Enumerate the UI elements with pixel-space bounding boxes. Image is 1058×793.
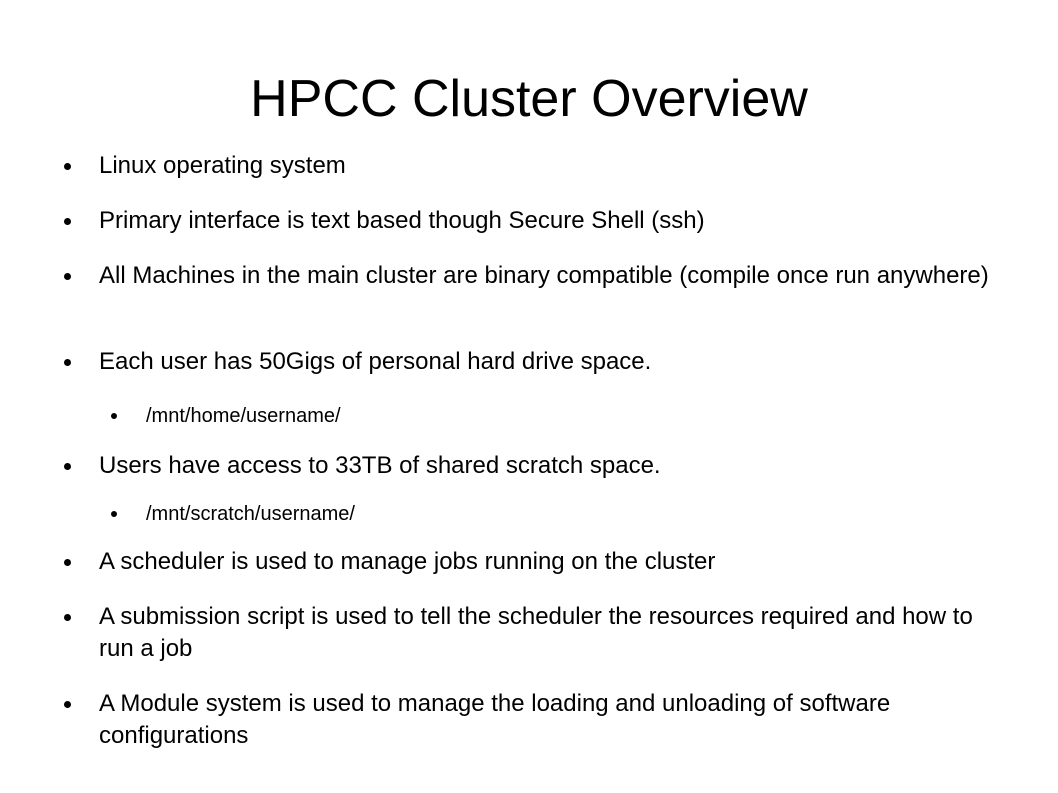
- bullet-text: A scheduler is used to manage jobs running on the cluster: [99, 548, 716, 575]
- bullet-item: [99, 346, 1009, 378]
- sub-bullet-dot-icon: [111, 413, 117, 419]
- bullet-text: Primary interface is text based though Secure Shell (ssh): [99, 207, 705, 234]
- bullet-item: [99, 546, 1009, 578]
- bullet-text: Each user has 50Gigs of personal hard drive space.: [99, 348, 652, 375]
- bullet-dot-icon: [64, 218, 71, 225]
- bullet-text: Users have access to 33TB of shared scratch space.: [99, 452, 661, 479]
- bullet-item: [99, 205, 1009, 237]
- bullet-dot-icon: [64, 701, 71, 708]
- bullet-dot-icon: [64, 463, 71, 470]
- bullet-dot-icon: [64, 359, 71, 366]
- sub-bullet-item: [146, 501, 1006, 527]
- bullet-text: A submission script is used to tell the scheduler the resources required and how to run a job: [99, 603, 973, 662]
- bullet-text: Linux operating system: [99, 152, 346, 179]
- bullet-dot-icon: [64, 273, 71, 280]
- bullet-dot-icon: [64, 559, 71, 566]
- bullet-item: [99, 260, 1009, 292]
- bullet-item: [99, 601, 1009, 665]
- bullet-dot-icon: [64, 163, 71, 170]
- bullet-item: [99, 688, 1009, 752]
- sub-bullet-text: /mnt/scratch/username/: [146, 503, 355, 525]
- sub-bullet-dot-icon: [111, 511, 117, 517]
- sub-bullet-item: [146, 403, 1006, 429]
- bullet-item: [99, 450, 1009, 482]
- sub-bullet-text: /mnt/home/username/: [146, 405, 341, 427]
- bullet-dot-icon: [64, 614, 71, 621]
- bullet-text: All Machines in the main cluster are binary compatible (compile once run anywhere): [99, 262, 989, 289]
- bullet-item: [99, 150, 1009, 182]
- bullet-text: A Module system is used to manage the loading and unloading of software configurations: [99, 690, 891, 749]
- slide-title: HPCC Cluster Overview: [250, 70, 808, 128]
